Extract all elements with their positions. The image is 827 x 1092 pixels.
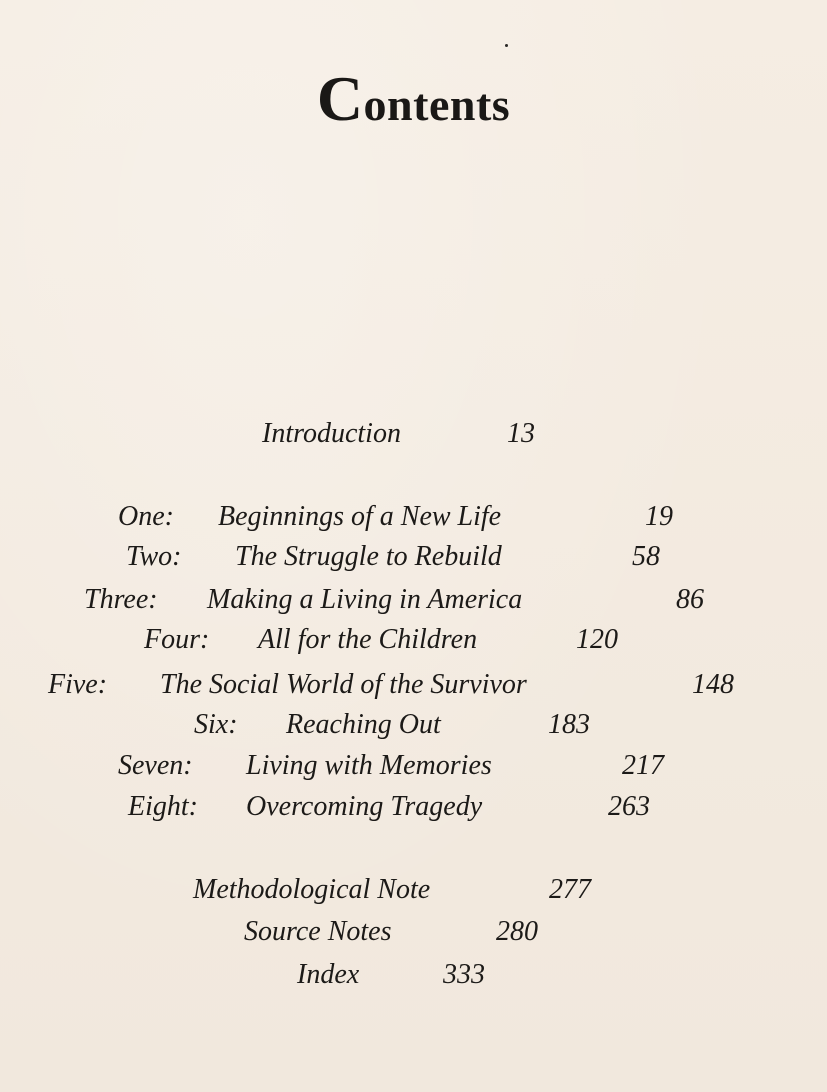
- toc-entry-methodological-note: [0, 870, 827, 910]
- toc-entry-chapter-four: [0, 620, 827, 660]
- toc-entry-number: Two:: [126, 541, 182, 572]
- toc-entry-page: 277: [549, 874, 591, 905]
- toc-entry-number: Five:: [48, 669, 108, 700]
- toc-entry-introduction: [0, 414, 827, 454]
- toc-entry-number: One:: [118, 501, 174, 532]
- toc-entry-title: Making a Living in America: [207, 584, 523, 615]
- toc-entry-title: Methodological Note: [193, 874, 431, 905]
- toc-entry-page: 86: [676, 584, 704, 615]
- toc-entry-number: Seven:: [118, 750, 193, 781]
- toc-entry-chapter-one: [0, 497, 827, 537]
- toc-entry-page: 263: [608, 791, 650, 822]
- toc-entry-page: 280: [496, 916, 538, 947]
- toc-entry-title: Introduction: [262, 418, 401, 449]
- toc-entry-title: The Struggle to Rebuild: [235, 541, 502, 572]
- toc-entry-page: 19: [645, 501, 673, 532]
- toc-entry-page: 148: [692, 669, 734, 700]
- toc-entry-page: 13: [507, 418, 535, 449]
- toc-entry-page: 183: [548, 709, 590, 740]
- page-title: [0, 62, 827, 136]
- toc-entry-number: Six:: [194, 709, 238, 740]
- toc-entry-number: Four:: [144, 624, 210, 655]
- title-initial: C: [316, 63, 364, 134]
- toc-entry-chapter-six: [0, 705, 827, 745]
- toc-entry-title: Index: [297, 959, 360, 990]
- toc-entry-number: Three:: [84, 584, 158, 615]
- toc-entry-number: Eight:: [128, 791, 198, 822]
- toc-entry-title: Overcoming Tragedy: [246, 791, 483, 822]
- toc-entry-page: 120: [576, 624, 618, 655]
- toc-entry-page: 217: [622, 750, 664, 781]
- toc-entry-page: 58: [632, 541, 660, 572]
- title-rest: ontents: [363, 79, 511, 130]
- toc-entry-title: Living with Memories: [246, 750, 492, 781]
- toc-entry-title: Beginnings of a New Life: [218, 501, 502, 532]
- toc-entry-chapter-seven: [0, 746, 827, 786]
- toc-entry-title: Source Notes: [244, 916, 392, 947]
- toc-entry-chapter-two: [0, 537, 827, 577]
- toc-entry-title: Reaching Out: [286, 709, 441, 740]
- ink-speck: [505, 44, 508, 47]
- toc-entry-chapter-eight: [0, 787, 827, 827]
- toc-entry-index: [0, 955, 827, 995]
- toc-entry-page: 333: [443, 959, 485, 990]
- toc-entry-chapter-three: [0, 580, 827, 620]
- toc-entry-title: The Social World of the Survivor: [160, 669, 527, 700]
- toc-entry-title: All for the Children: [258, 624, 478, 655]
- toc-entry-chapter-five: [0, 665, 827, 705]
- toc-entry-source-notes: [0, 912, 827, 952]
